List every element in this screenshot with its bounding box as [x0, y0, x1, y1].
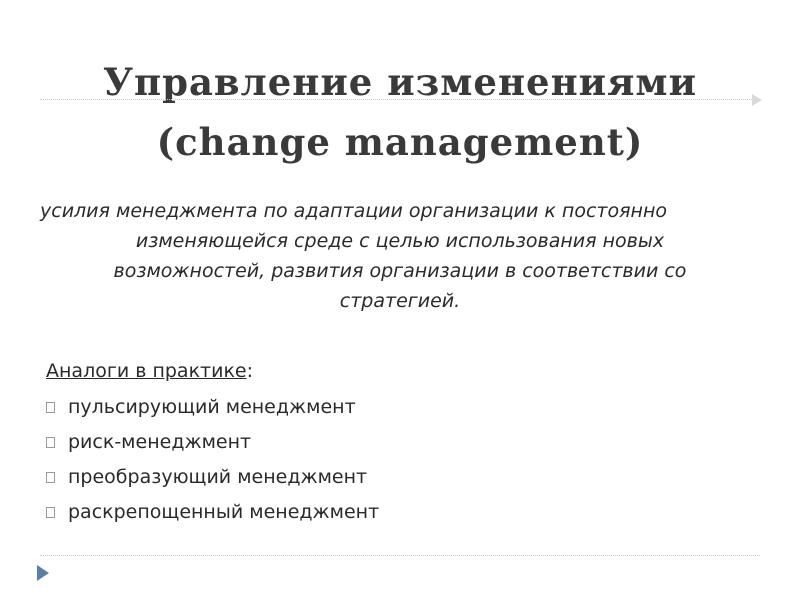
play-arrow-icon [37, 565, 49, 581]
definition-line-1: усилия менеджмента по адаптации организации к постоянно [40, 200, 667, 222]
analogs-heading-label: Аналоги в практике [46, 360, 247, 382]
footer-divider [40, 555, 760, 556]
title-line-2: (change management) [156, 120, 644, 164]
analogs-heading-colon: : [246, 360, 254, 382]
divider-arrow-icon [752, 94, 762, 106]
definition-line-2: изменяющейся среде с целью использования новых [135, 230, 665, 252]
list-item-text: пульсирующий менеджмент [68, 396, 356, 418]
title-line-1: Управление изменениями [102, 60, 698, 104]
bullet-icon [46, 472, 55, 483]
bullet-icon [46, 402, 55, 413]
title-divider [40, 99, 760, 100]
list-item [46, 425, 379, 460]
analogs-list [46, 390, 379, 530]
definition-line-4: стратегией. [339, 290, 461, 312]
bullet-icon [46, 507, 55, 518]
definition-line-3: возможностей, развития организации в соответствии со [113, 260, 687, 282]
definition-text [40, 196, 760, 316]
slide-title [0, 52, 800, 172]
list-item-text: риск-менеджмент [68, 431, 252, 453]
list-item-text: раскрепощенный менеджмент [68, 501, 380, 523]
list-item [46, 390, 379, 425]
list-item-text: преобразующий менеджмент [68, 466, 368, 488]
list-item [46, 495, 379, 530]
bullet-icon [46, 437, 55, 448]
analogs-heading [46, 356, 253, 386]
list-item [46, 460, 379, 495]
